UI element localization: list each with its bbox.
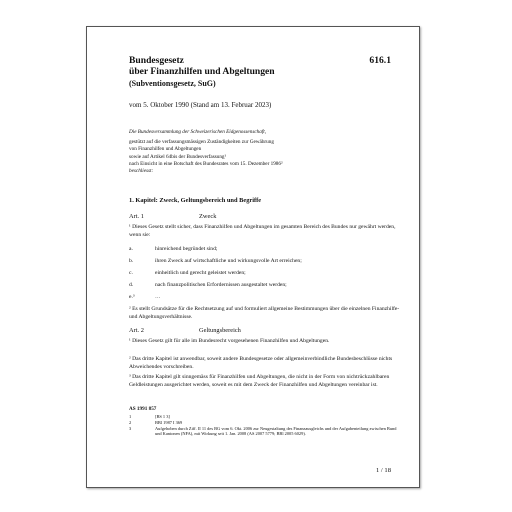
sr-number: 616.1 <box>369 55 391 66</box>
chapter-heading: 1. Kapitel: Zweck, Geltungsbereich und Begriffe <box>129 197 262 204</box>
preamble-line-3: von Finanzhilfen und Abgeltungen <box>129 146 202 153</box>
list-item: a. hinreichend begründet sind; <box>129 246 218 252</box>
article-1-paragraph-1: ¹ Dieses Gesetz stellt sicher, dass Finanzhilfen und Abgeltungen im gesamten Bereich des Bundes nur gewährt werden, wenn sie: <box>129 224 396 238</box>
list-item: d. nach finanzpolitischen Erfordernissen ausgestaltet werden; <box>129 282 287 288</box>
title-line-2: über Finanzhilfen und Abgeltungen <box>129 66 275 77</box>
document-subtitle: (Subventionsgesetz, SuG) <box>129 79 216 88</box>
document-page <box>86 26 420 488</box>
page-number: 1 / 18 <box>375 467 391 474</box>
list-item: b. ihren Zweck auf wirtschaftliche und wirkungsvolle Art erreichen; <box>129 258 302 264</box>
article-1-title: Zweck <box>199 213 217 220</box>
article-2-title: Geltungsbereich <box>199 327 241 334</box>
document-date: vom 5. Oktober 1990 (Stand am 13. Februar 2023) <box>129 101 272 109</box>
article-2-paragraph-1: ¹ Dieses Gesetz gilt für alle im Bundesrecht vorgesehenen Finanzhilfen und Abgeltungen. <box>129 338 330 344</box>
preamble <box>129 129 283 175</box>
document-title <box>129 55 275 77</box>
as-reference: AS 1991 857 <box>129 406 157 412</box>
article-1-label: Art. 1 <box>129 213 144 220</box>
list-item: c. einheitlich und gerecht geleistet werden; <box>129 270 246 276</box>
article-2-paragraph-2: ² Das dritte Kapitel ist anwendbar, soweit andere Bundesgesetze oder allgemeinverbindliche Bundesbeschlüsse nichts Abweichendes vorschreiben. <box>129 356 393 370</box>
preamble-line-4: sowie auf Artikel 64bis der Bundesverfassung¹ <box>129 153 227 160</box>
footnote: 3 Aufgehoben durch Ziff. II 11 des BG vom 6. Okt. 2006 zur Neugestaltung des Finanzausgleichs und der Aufgabenteilung zwischen Bund und Kantonen (NFA), mit Wirkung seit 1. Jan. 2008 (AS 2007 5779; BBl 2005 6029). <box>129 426 397 437</box>
article-1-paragraph-2: ² Es stellt Grundsätze für die Rechtsetzung auf und formuliert allgemeine Bestimmungen über die einzelnen Finanzhilfe- und Abgeltungsverhältnisse. <box>129 306 400 320</box>
list-item: e.³ … <box>129 294 161 300</box>
footnote: 1 [BS 1 3] <box>129 414 170 419</box>
title-line-1: Bundesgesetz <box>129 55 184 66</box>
article-2-paragraph-3: ³ Das dritte Kapitel gilt sinngemäss für Finanzhilfen und Abgeltungen, die nicht in der Form von nichtrückzahlbaren Geldleistungen ausgerichtet werden, soweit es mit dem Zweck der Finanzhilfen und Abgeltungen vereinbar ist. <box>129 374 390 388</box>
footnote: 2 BBl 1987 I 369 <box>129 420 183 425</box>
preamble-line-5: nach Einsicht in eine Botschaft des Bundesrates vom 15. Dezember 1986² <box>129 160 283 167</box>
preamble-line-2: gestützt auf die verfassungsmässigen Zuständigkeiten zur Gewährung <box>129 139 274 146</box>
preamble-line-6: beschliesst: <box>129 168 154 175</box>
preamble-line-1: Die Bundesversammlung der Schweizerischen Eidgenossenschaft, <box>129 129 267 135</box>
article-2-label: Art. 2 <box>129 327 144 334</box>
